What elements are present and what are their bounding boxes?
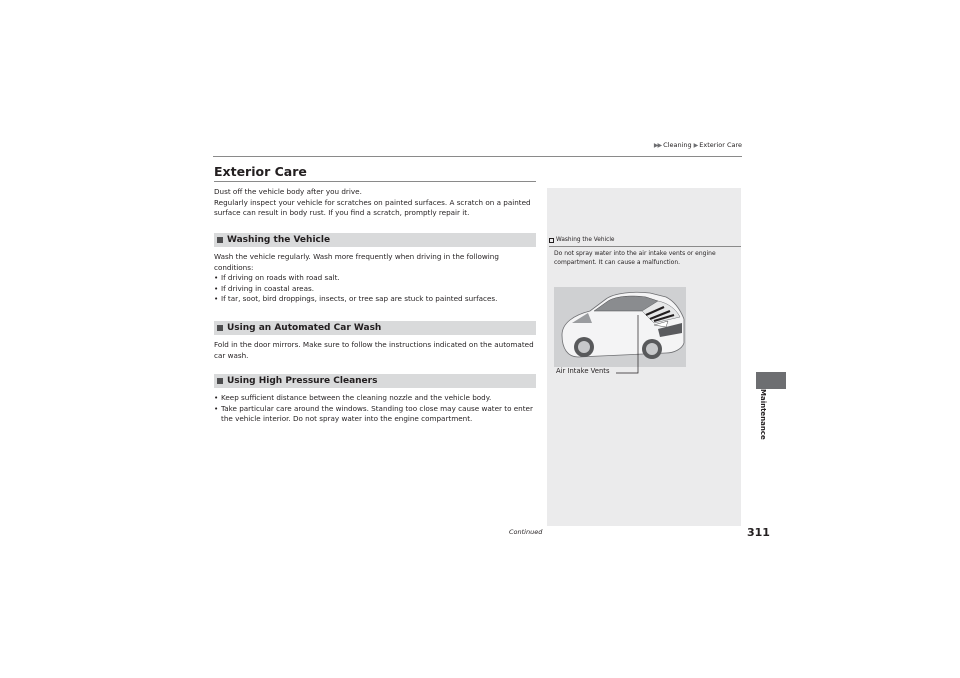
list-item: • Take particular care around the windows. Standing too close may cause water to enter the vehicle interior. Do not spray water into the engine compartment.	[214, 403, 533, 424]
car-illustration	[554, 277, 688, 375]
note-divider	[549, 246, 741, 247]
breadcrumb-current: Exterior Care	[699, 141, 742, 149]
page-title: Exterior Care	[214, 164, 307, 179]
intro-line: Dust off the vehicle body after you drive.	[214, 187, 362, 196]
breadcrumb-parent[interactable]: Cleaning	[663, 141, 692, 149]
figure-callout-label: Air Intake Vents	[556, 367, 610, 375]
section-square-icon	[217, 378, 223, 384]
intro-text	[214, 187, 539, 219]
chapter-label: Maintenance	[759, 389, 767, 440]
list-item: • If tar, soot, bird droppings, insects, or tree sap are stuck to painted surfaces.	[214, 294, 498, 304]
continued-label: Continued	[509, 528, 543, 536]
reference-box-icon	[549, 238, 554, 243]
breadcrumb-arrow-icon: ▶	[693, 141, 698, 149]
list-item: • If driving in coastal areas.	[214, 283, 314, 293]
note-heading	[549, 237, 615, 243]
automated-body: Fold in the door mirrors. Make sure to follow the instructions indicated on the automated car wash.	[214, 340, 534, 360]
section-square-icon	[217, 237, 223, 243]
note-title: Washing the Vehicle	[556, 237, 615, 243]
bullet-icon: •	[214, 283, 219, 293]
breadcrumb-arrow-icon: ▶▶	[653, 141, 662, 149]
note-text: Do not spray water into the air intake vents or engine compartment. It can cause a malfunction.	[554, 250, 716, 266]
section-title: Using High Pressure Cleaners	[227, 376, 378, 386]
pressure-body	[214, 393, 539, 425]
section-title: Washing the Vehicle	[227, 235, 331, 245]
section-heading-pressure	[214, 374, 536, 388]
bullet-icon: •	[214, 393, 219, 402]
chapter-tab[interactable]	[756, 372, 786, 389]
bullet-icon: •	[214, 403, 219, 413]
title-divider	[214, 181, 536, 182]
washing-body	[214, 252, 539, 305]
list-item: • If driving on roads with road salt.	[214, 273, 340, 283]
section-heading-automated	[214, 321, 536, 335]
section-square-icon	[217, 325, 223, 331]
header-divider	[213, 156, 742, 157]
section-title: Using an Automated Car Wash	[227, 323, 382, 333]
section-heading-washing	[214, 233, 536, 247]
intro-line: Regularly inspect your vehicle for scratches on painted surfaces. A scratch on a painted surface can result in body rust. If you find a scratch, promptly repair it.	[214, 197, 531, 218]
breadcrumb	[652, 141, 742, 149]
washing-text: Wash the vehicle regularly. Wash more frequently when driving in the following conditions:	[214, 252, 499, 272]
page-number: 311	[747, 526, 770, 539]
list-item: • Keep sufficient distance between the cleaning nozzle and the vehicle body.	[214, 393, 492, 402]
bullet-icon: •	[214, 294, 219, 304]
bullet-icon: •	[214, 273, 219, 283]
